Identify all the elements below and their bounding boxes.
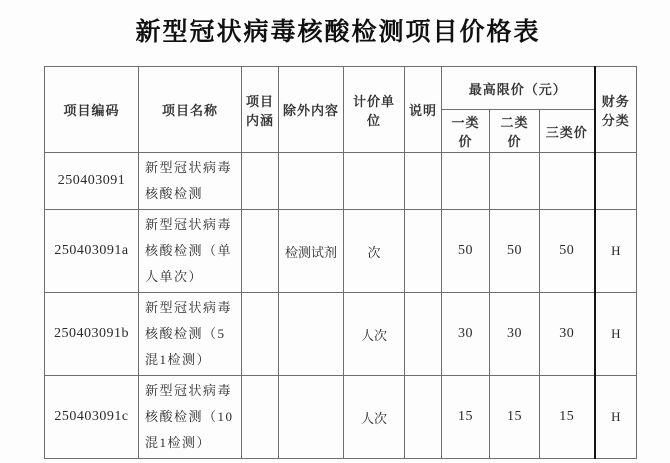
cell-project-code: 250403091c xyxy=(45,376,139,459)
cell-price-class-3: 30 xyxy=(540,293,595,376)
cell-finance-class xyxy=(595,153,637,210)
col-header-pricing-unit: 计价单位 xyxy=(344,67,405,153)
cell-project-connotation xyxy=(242,153,279,210)
cell-note xyxy=(405,376,442,459)
cell-project-name: 新型冠状病毒核酸检测（5混1检测） xyxy=(139,293,242,376)
cell-price-class-2: 15 xyxy=(490,376,540,459)
cell-note xyxy=(405,153,442,210)
cell-price-class-3: 15 xyxy=(540,376,595,459)
cell-exclusion xyxy=(279,153,344,210)
cell-price-class-3: 50 xyxy=(540,210,595,293)
page-title: 新型冠状病毒核酸检测项目价格表 xyxy=(135,19,541,46)
col-header-max-price-group: 最高限价（元） xyxy=(442,67,595,110)
col-header-exclusion: 除外内容 xyxy=(279,67,344,153)
cell-price-class-3 xyxy=(540,153,595,210)
cell-finance-class: H xyxy=(595,210,637,293)
cell-pricing-unit: 人次 xyxy=(344,293,405,376)
col-header-price-class-1: 一类价 xyxy=(442,110,490,153)
cell-exclusion xyxy=(279,376,344,459)
price-table xyxy=(44,66,637,459)
cell-exclusion xyxy=(279,293,344,376)
cell-exclusion: 检测试剂 xyxy=(279,210,344,293)
col-header-project-code: 项目编码 xyxy=(45,67,139,153)
table-row xyxy=(45,293,637,376)
cell-price-class-2: 30 xyxy=(490,293,540,376)
cell-finance-class: H xyxy=(595,293,637,376)
cell-project-code: 250403091 xyxy=(45,153,139,210)
cell-pricing-unit xyxy=(344,153,405,210)
cell-pricing-unit: 人次 xyxy=(344,376,405,459)
cell-pricing-unit: 次 xyxy=(344,210,405,293)
col-header-note: 说明 xyxy=(405,67,442,153)
cell-project-connotation xyxy=(242,376,279,459)
cell-project-connotation xyxy=(242,293,279,376)
col-header-price-class-2: 二类价 xyxy=(490,110,540,153)
col-header-price-class-3: 三类价 xyxy=(540,110,595,153)
cell-note xyxy=(405,293,442,376)
table-row xyxy=(45,210,637,293)
cell-project-code: 250403091b xyxy=(45,293,139,376)
cell-price-class-1: 50 xyxy=(442,210,490,293)
cell-price-class-1 xyxy=(442,153,490,210)
col-header-project-connotation: 项目内涵 xyxy=(242,67,279,153)
cell-price-class-2: 50 xyxy=(490,210,540,293)
cell-project-name: 新型冠状病毒核酸检测（10混1检测） xyxy=(139,376,242,459)
cell-note xyxy=(405,210,442,293)
cell-project-name: 新型冠状病毒核酸检测（单人单次） xyxy=(139,210,242,293)
table-row xyxy=(45,153,637,210)
cell-project-name: 新型冠状病毒核酸检测 xyxy=(139,153,242,210)
cell-project-code: 250403091a xyxy=(45,210,139,293)
cell-price-class-1: 30 xyxy=(442,293,490,376)
col-header-project-name: 项目名称 xyxy=(139,67,242,153)
table-row xyxy=(45,376,637,459)
header-row-1 xyxy=(45,67,637,110)
col-header-finance-class: 财务分类 xyxy=(595,67,637,153)
cell-finance-class: H xyxy=(595,376,637,459)
cell-project-connotation xyxy=(242,210,279,293)
cell-price-class-2 xyxy=(490,153,540,210)
cell-price-class-1: 15 xyxy=(442,376,490,459)
